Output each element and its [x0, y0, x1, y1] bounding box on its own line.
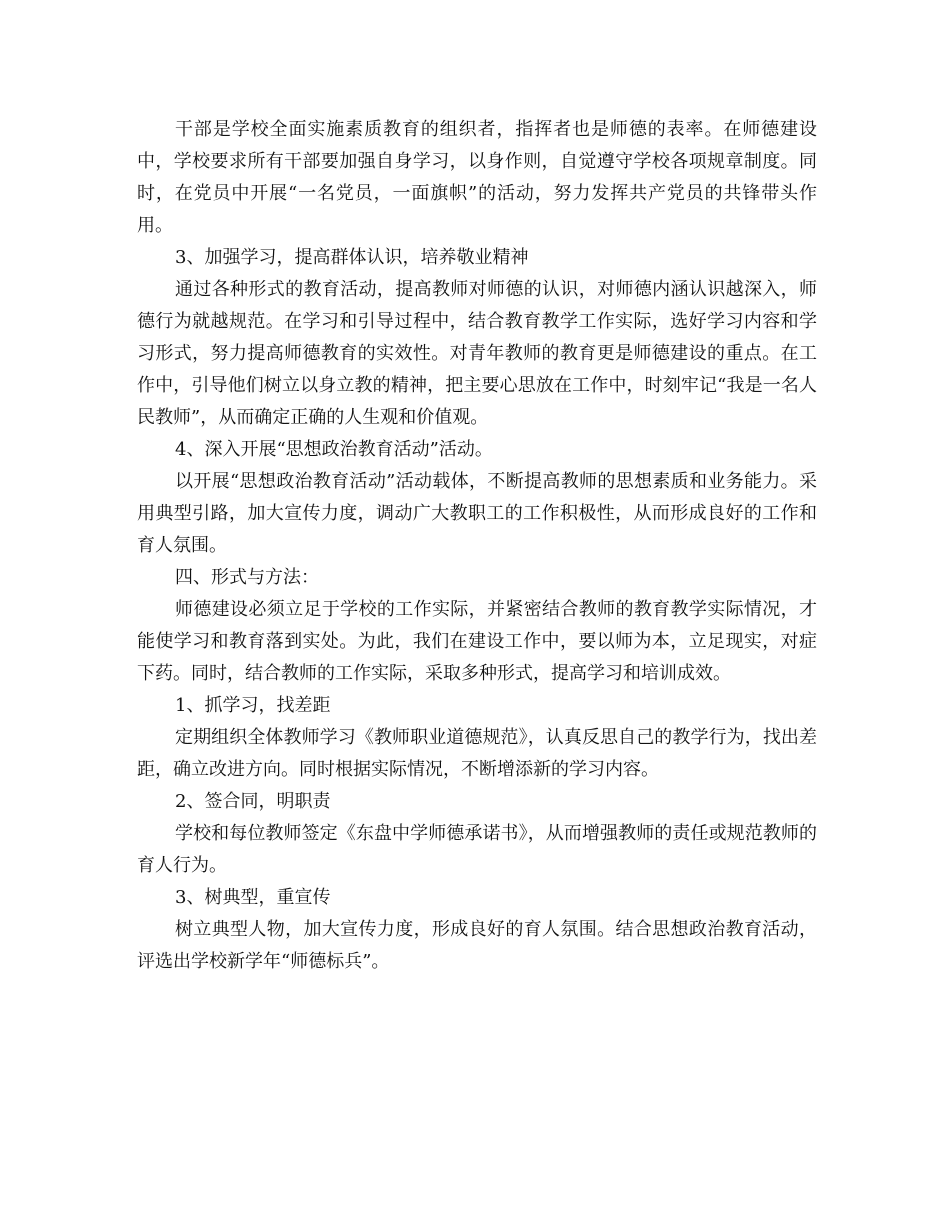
paragraph-commitment: 学校和每位教师签定《东盘中学师德承诺书》，从而增强教师的责任或规范教师的育人行为。	[137, 823, 817, 876]
heading-strengthen-learning: 3、加强学习，提高群体认识，培养敬业精神	[175, 247, 529, 268]
paragraph-regular-study: 定期组织全体教师学习《教师职业道德规范》，认真反思自己的教学行为，找出差距，确立改进方向。同时根据实际情况，不断增添新的学习内容。	[137, 727, 817, 780]
heading-study-gaps: 1、抓学习，找差距	[175, 695, 331, 716]
paragraph-education-activities: 通过各种形式的教育活动，提高教师对师德的认识，对师德内涵认识越深入，师德行为就越规范。在学习和引导过程中，结合教育教学工作实际，选好学习内容和学习形式，努力提高师德教育的实效性。对青年教师的教育更是师德建设的重点。在工作中，引导他们树立以身立教的精神，把主要心思放在工作中，时刻牢记“我是一名人民教师”，从而确定正确的人生观和价值观。	[137, 279, 817, 428]
paragraph-ethics-construction: 师德建设必须立足于学校的工作实际，并紧密结合教师的教育教学实际情况，才能使学习和教育落到实处。为此，我们在建设工作中，要以师为本，立足现实，对症下药。同时，结合教师的工作实际，采取多种形式，提高学习和培训成效。	[137, 599, 817, 684]
heading-forms-methods: 四、形式与方法：	[175, 567, 319, 588]
paragraph-activity-carrier: 以开展“思想政治教育活动”活动载体，不断提高教师的思想素质和业务能力。采用典型引路，加大宣传力度，调动广大教职工的工作积极性，从而形成良好的工作和育人氛围。	[137, 471, 817, 556]
heading-sign-contract: 2、签合同，明职责	[175, 791, 331, 812]
heading-set-examples: 3、树典型，重宣传	[175, 887, 331, 908]
paragraph-cadre-role: 干部是学校全面实施素质教育的组织者，指挥者也是师德的表率。在师德建设中，学校要求所有干部要加强自身学习，以身作则，自觉遵守学校各项规章制度。同时，在党员中开展“一名党员，一面旗帜”的活动，努力发挥共产党员的共锋带头作用。	[137, 119, 817, 236]
document-body	[137, 114, 817, 978]
paragraph-model-figures: 树立典型人物，加大宣传力度，形成良好的育人氛围。结合思想政治教育活动，评选出学校新学年“师德标兵”。	[137, 919, 817, 972]
heading-political-education: 4、深入开展“思想政治教育活动”活动。	[175, 439, 493, 460]
